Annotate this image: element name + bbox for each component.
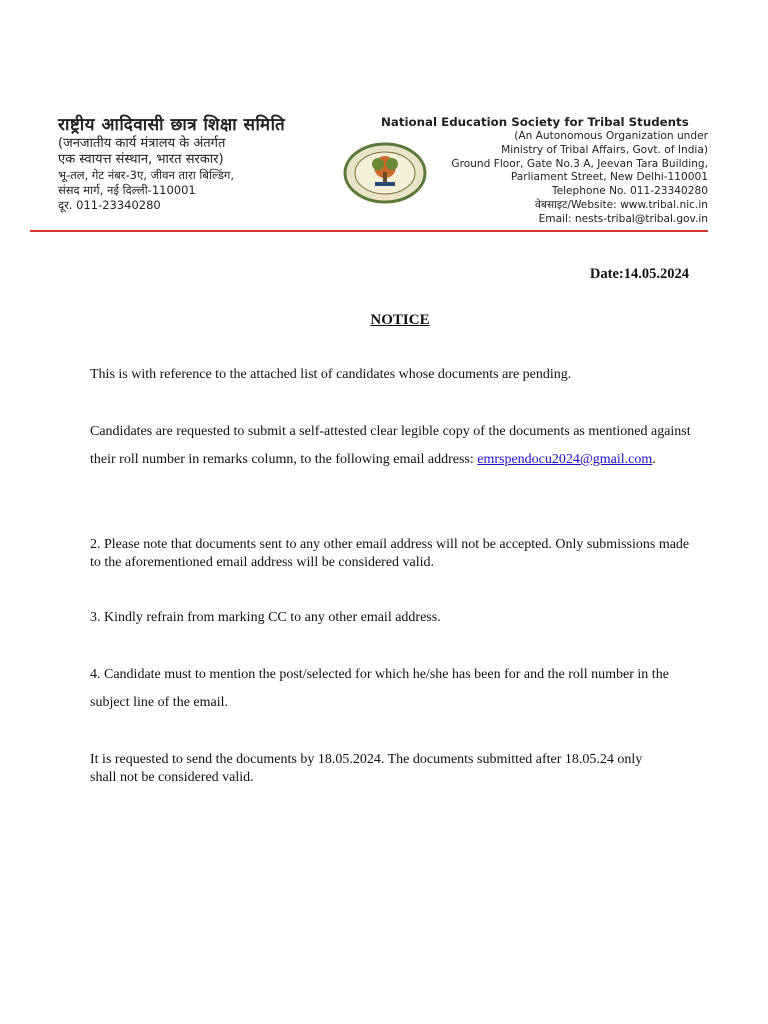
submission-email-link[interactable]: emrspendocu2024@gmail.com (477, 452, 653, 467)
english-line-3: Ground Floor, Gate No.3 A, Jeevan Tara Building, (451, 157, 708, 170)
paragraph-point-2: 2. Please note that documents sent to any other email address will not be accepted. Only submissions made to the aforementioned email address will be considered valid. (90, 537, 690, 570)
english-line-2: Ministry of Tribal Affairs, Govt. of India) (501, 143, 708, 156)
paragraph-point-4: 4. Candidate must to mention the post/selected for which he/she has been for and the roll number in the subject line of the email. (90, 667, 669, 710)
hindi-line-2: एक स्वायत्त संस्थान, भारत सरकार) (58, 152, 224, 167)
english-website: वेबसाइट/Website: www.tribal.nic.in (535, 198, 708, 211)
hindi-line-5: दूर. 011-23340280 (58, 198, 161, 212)
email-period: . (652, 452, 656, 467)
notice-title: NOTICE (370, 312, 430, 328)
english-line-4: Parliament Street, New Delhi-110001 (510, 171, 708, 184)
paragraph-deadline: It is requested to send the documents by 18.05.2024. The documents submitted after 18.05.24 only shall not be considered valid. (90, 752, 643, 785)
paragraph-request (90, 418, 700, 474)
paragraph-point-3: 3. Kindly refrain from marking CC to any other email address. (90, 610, 441, 625)
english-line-1: (An Autonomous Organization under (514, 130, 708, 142)
english-address-block (368, 114, 708, 227)
english-org-name: National Education Society for Tribal Students (381, 115, 689, 129)
hindi-org-name: राष्ट्रीय आदिवासी छात्र शिक्षा समिति (58, 115, 286, 135)
letterhead (0, 100, 768, 240)
hindi-line-1: (जनजातीय कार्य मंत्रालय के अंतर्गत (58, 136, 226, 151)
hindi-address-block (58, 114, 348, 213)
hindi-line-3: भू-तल, गेट नंबर-3ए, जीवन तारा बिल्डिंग, (58, 168, 234, 182)
english-telephone: Telephone No. 011-23340280 (551, 185, 708, 198)
english-email: Email: nests-tribal@tribal.gov.in (538, 212, 708, 225)
letterhead-divider (30, 230, 708, 232)
paragraph-request-text: Candidates are requested to submit a self-attested clear legible copy of the documents as mentioned against their roll number in remarks column, to the following email address: (90, 424, 691, 467)
hindi-line-4: संसद मार्ग, नई दिल्ली-110001 (58, 183, 196, 197)
paragraph-reference: This is with reference to the attached list of candidates whose documents are pending. (90, 367, 572, 382)
notice-date: Date:14.05.2024 (589, 266, 689, 282)
